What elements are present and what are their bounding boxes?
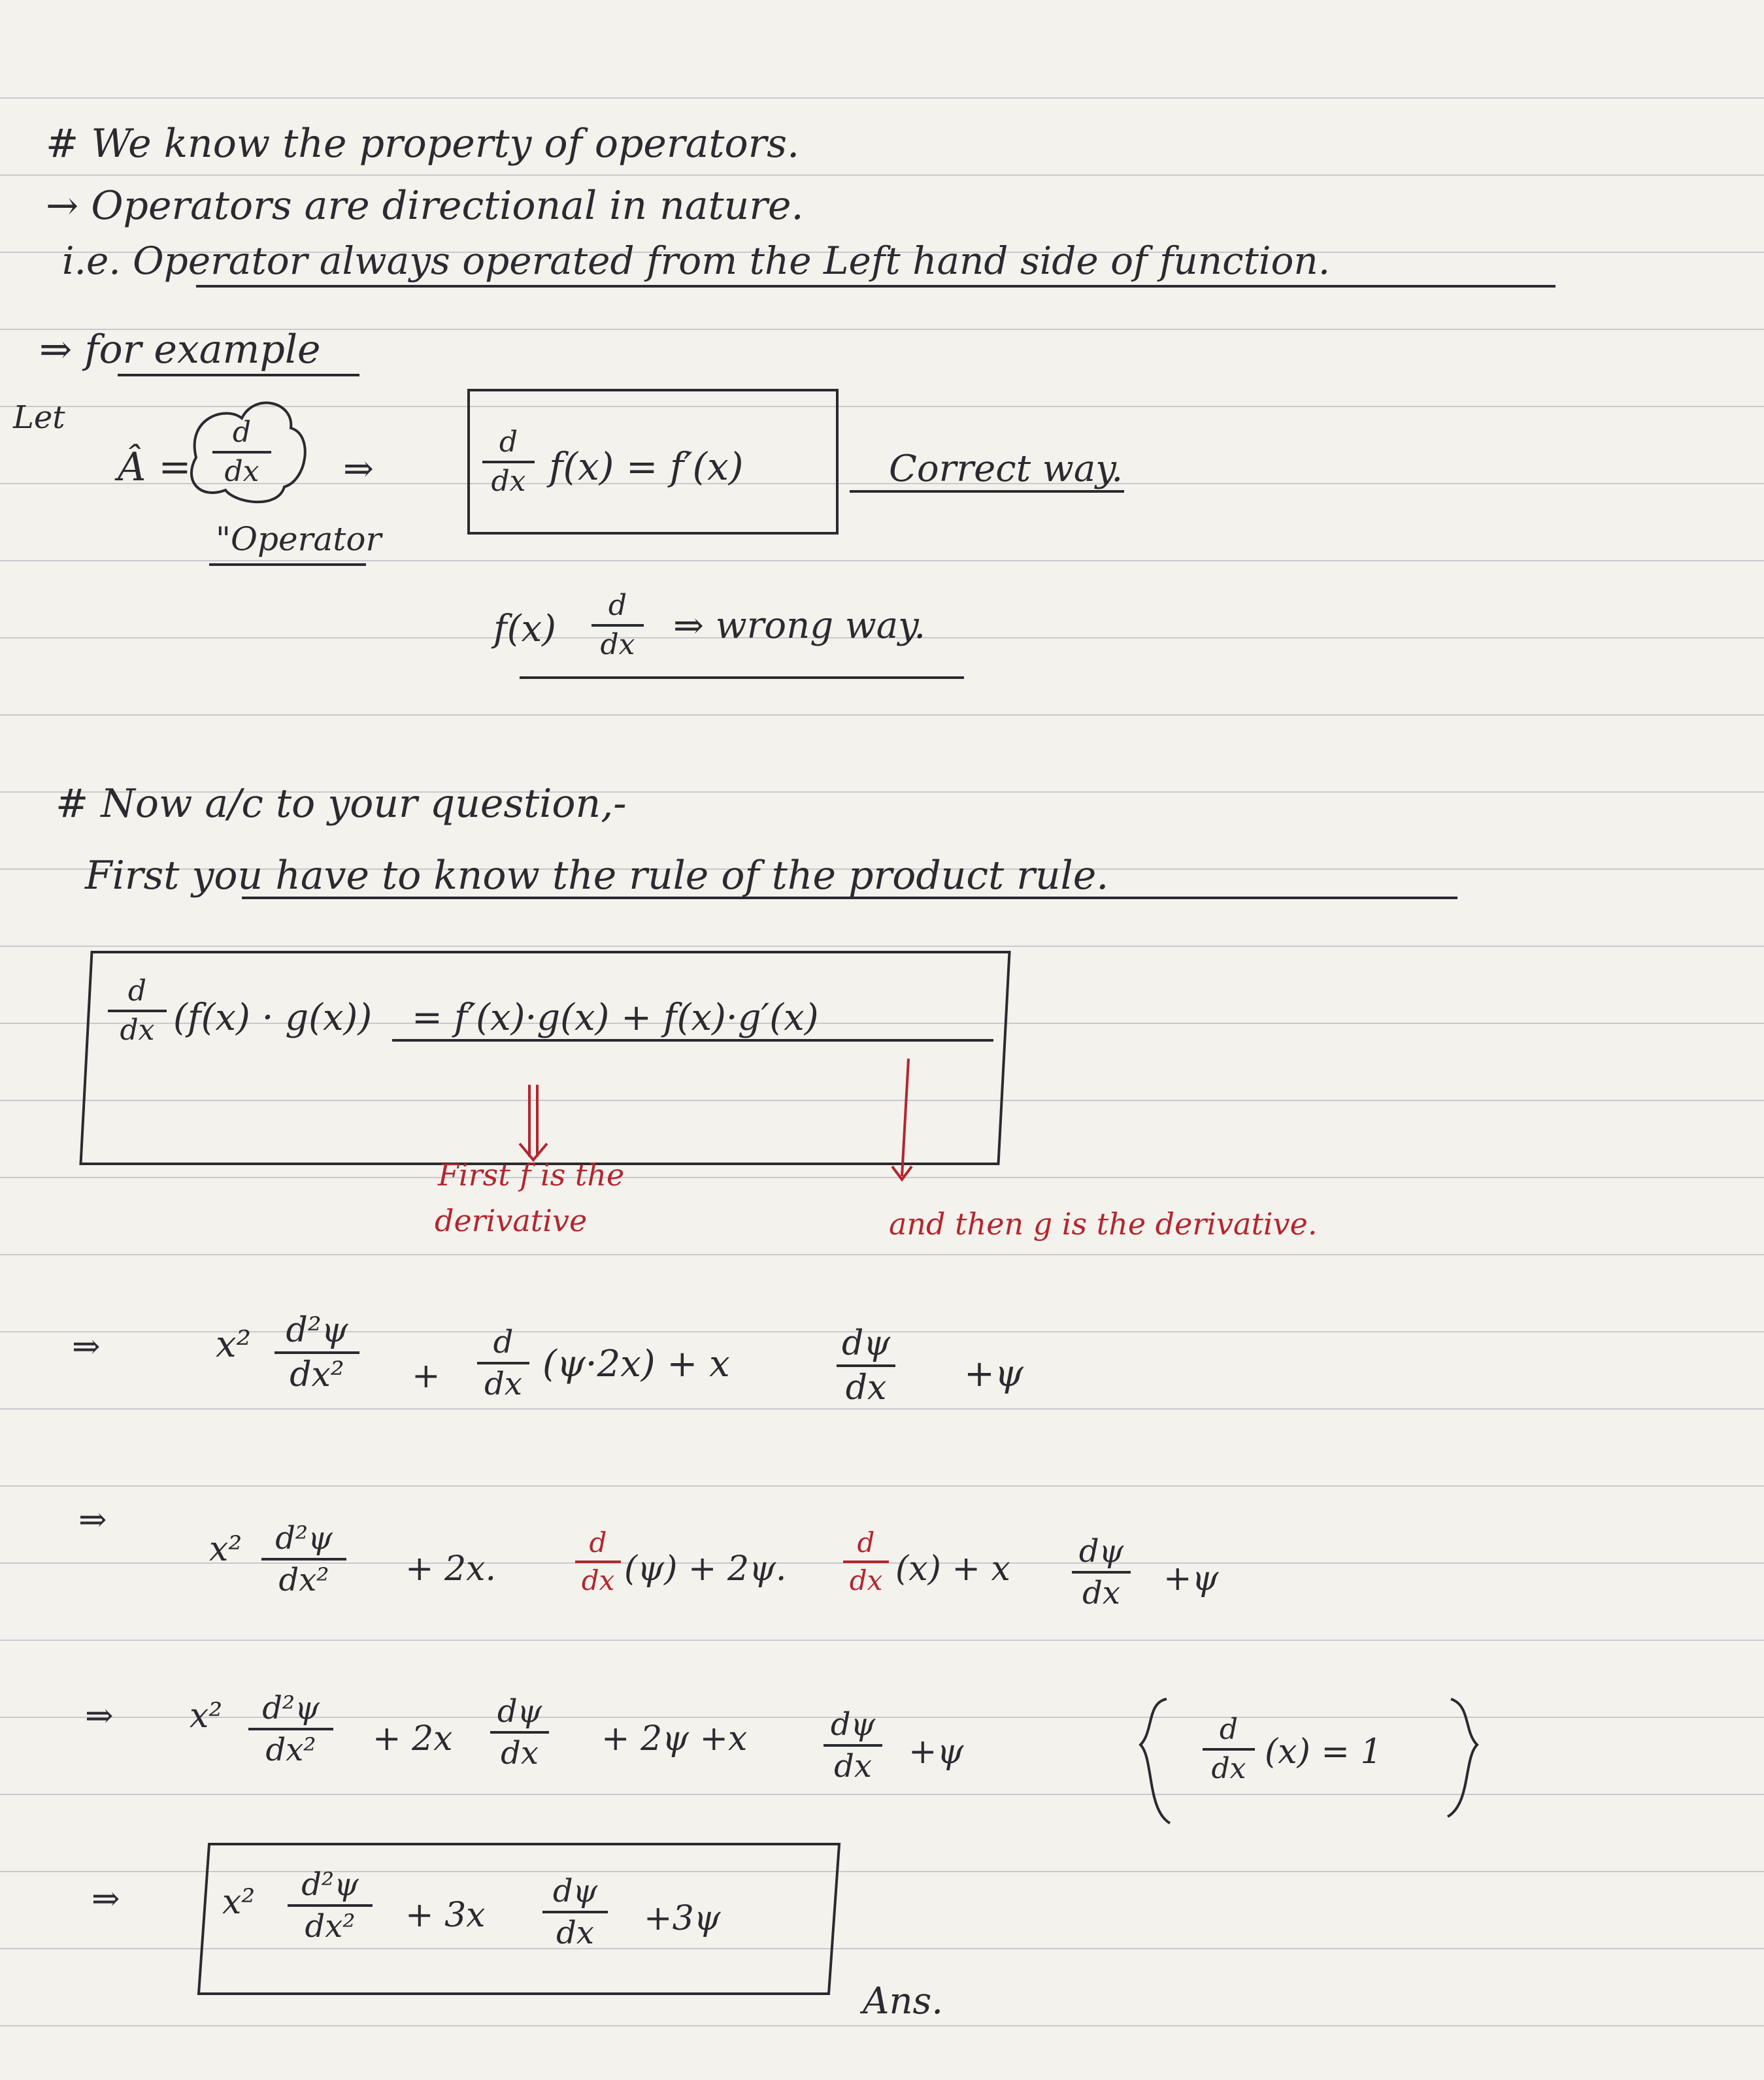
fraction-numerator: d (857, 1527, 875, 1559)
fraction-numerator: dψ (552, 1873, 598, 1909)
step3-a: + 2x (373, 1719, 453, 1758)
fraction-denominator: dx (224, 455, 259, 488)
step3-dpsi-dx-1 (490, 1693, 549, 1772)
step1-d-dx (477, 1324, 529, 1402)
fraction-numerator: dψ (1078, 1533, 1124, 1570)
fraction-denominator: dx (484, 1366, 522, 1402)
step3-b: + 2ψ +x (601, 1719, 748, 1758)
step1-arrow: ⇒ (72, 1327, 101, 1366)
fraction-numerator: d²ψ (275, 1520, 333, 1557)
intro-line-3-underline (196, 285, 1556, 288)
product-rule-box (79, 951, 1010, 1165)
fraction-denominator: dx (849, 1564, 883, 1596)
fraction-denominator: dx² (290, 1355, 344, 1395)
fraction-bar (108, 1010, 167, 1012)
answer-label: Ans. (863, 1980, 944, 2022)
fraction-bar (575, 1560, 621, 1563)
fraction-denominator: dx² (278, 1562, 329, 1598)
step1-dpsi-dx (837, 1324, 895, 1408)
let-label: Let (13, 399, 65, 436)
fraction-denominator: dx (600, 628, 635, 661)
note-first-line-2: derivative (435, 1203, 588, 1238)
fraction-numerator: dψ (830, 1706, 876, 1743)
product-rule-lhs: (f(x) · g(x)) (173, 997, 373, 1039)
step1-plus: + (412, 1357, 441, 1396)
fraction-numerator: d (589, 1527, 607, 1559)
fraction-bar (824, 1744, 882, 1747)
fraction-bar (288, 1904, 373, 1907)
fraction-denominator: dx (501, 1735, 539, 1772)
fraction-numerator: d²ψ (262, 1690, 320, 1726)
step2-x2: x² (209, 1530, 242, 1569)
fraction-denominator: dx² (265, 1732, 316, 1768)
wrong-d-dx (591, 591, 644, 659)
side-note-d-dx (1203, 1715, 1255, 1783)
fraction-bar (482, 461, 535, 463)
intro-line-3: i.e. Operator always operated from the Left hand side of function. (62, 239, 1331, 283)
step2-d2psi-dx2 (261, 1520, 346, 1598)
product-rule-d-dx (108, 974, 167, 1047)
step2-dpsi-dx (1072, 1533, 1131, 1611)
fraction-numerator: d (1219, 1713, 1239, 1746)
step2-a: + 2x. (405, 1549, 497, 1589)
wrong-way-label: ⇒ wrong way. (673, 604, 926, 647)
fraction-numerator: dψ (841, 1324, 891, 1363)
fraction-numerator: dψ (497, 1693, 542, 1730)
fraction-denominator: dx (834, 1748, 872, 1785)
step3-end: +ψ (908, 1732, 964, 1772)
step2-red-d-dx-2 (843, 1529, 889, 1594)
side-note-text: (x) = 1 (1265, 1732, 1382, 1772)
fraction-bar (843, 1560, 889, 1563)
correct-expression: f(x) = f′(x) (549, 444, 744, 489)
correct-d-dx (482, 425, 535, 498)
correct-way-underline (850, 490, 1124, 493)
fraction-numerator: d (493, 1324, 514, 1361)
intro-line-4-underline (118, 374, 359, 376)
fraction-bar (275, 1351, 359, 1354)
step1-middle: (ψ·2x) + x (542, 1343, 730, 1385)
fraction-numerator: d (499, 425, 518, 459)
wrong-way-underline (520, 676, 964, 679)
final-end: +3ψ (644, 1899, 721, 1938)
step1-end: +ψ (964, 1353, 1023, 1395)
fraction-bar (837, 1364, 895, 1367)
operator-d-dx (212, 418, 271, 486)
fraction-bar (261, 1558, 346, 1560)
final-x2: x² (222, 1883, 256, 1922)
fraction-numerator: d (232, 416, 252, 449)
step2-red-d-dx-1 (575, 1529, 621, 1594)
fraction-numerator: d (608, 589, 627, 622)
final-d2psi-dx2 (288, 1866, 373, 1945)
operator-note: "Operator (216, 520, 382, 558)
fraction-denominator: dx (1082, 1575, 1120, 1611)
final-dpsi-dx (542, 1875, 608, 1949)
final-arrow: ⇒ (92, 1879, 120, 1919)
fraction-denominator: dx² (305, 1908, 356, 1945)
fraction-bar (542, 1911, 608, 1913)
fraction-bar (591, 624, 644, 627)
fraction-denominator: dx (581, 1564, 615, 1596)
fraction-bar (248, 1728, 333, 1730)
operator-note-underline (209, 563, 366, 566)
fraction-numerator: d²ψ (301, 1866, 359, 1903)
product-rule-rhs: = f′(x)·g(x) + f(x)·g′(x) (412, 997, 819, 1039)
fraction-denominator: dx (845, 1368, 887, 1408)
fraction-denominator: dx (120, 1014, 155, 1047)
step3-dpsi-dx-2 (824, 1706, 882, 1785)
step2-b: (ψ) + 2ψ. (624, 1549, 787, 1589)
intro-line-2: → Operators are directional in nature. (46, 183, 804, 229)
final-middle: + 3x (405, 1896, 486, 1935)
fraction-denominator: dx (556, 1915, 594, 1951)
wrong-func: f(x) (493, 608, 557, 650)
intro-line-1: # We know the property of operators. (46, 121, 800, 167)
intro-line-4: ⇒ for example (39, 327, 321, 372)
step2-arrow: ⇒ (78, 1500, 107, 1540)
step3-d2psi-dx2 (248, 1692, 333, 1766)
question-line-1: # Now a/c to your question,- (56, 781, 627, 827)
step3-x2: x² (190, 1696, 223, 1736)
operator-lhs: Â = (118, 444, 191, 490)
fraction-numerator: d²ψ (286, 1311, 348, 1350)
fraction-bar (212, 451, 271, 454)
fraction-denominator: dx (491, 465, 526, 498)
fraction-denominator: dx (1211, 1752, 1246, 1785)
product-rule-underline (392, 1039, 993, 1042)
question-line-2: First you have to know the rule of the product rule. (85, 853, 1109, 899)
step1-x2: x² (216, 1323, 252, 1366)
fraction-bar (477, 1362, 529, 1364)
fraction-bar (1072, 1571, 1131, 1574)
correct-way-label: Correct way. (889, 448, 1123, 490)
fraction-bar (1203, 1748, 1255, 1751)
fraction-bar (490, 1731, 549, 1734)
step2-end: +ψ (1163, 1559, 1219, 1598)
question-line-2-underline (242, 897, 1457, 899)
note-then: and then g is the derivative. (889, 1206, 1318, 1242)
step1-d2psi-dx2 (275, 1311, 359, 1395)
step3-arrow: ⇒ (85, 1696, 114, 1736)
step2-c: (x) + x (895, 1549, 1010, 1589)
implies-arrow: ⇒ (343, 448, 374, 490)
fraction-numerator: d (127, 974, 147, 1008)
note-first-line-1: First f is the (438, 1157, 625, 1193)
